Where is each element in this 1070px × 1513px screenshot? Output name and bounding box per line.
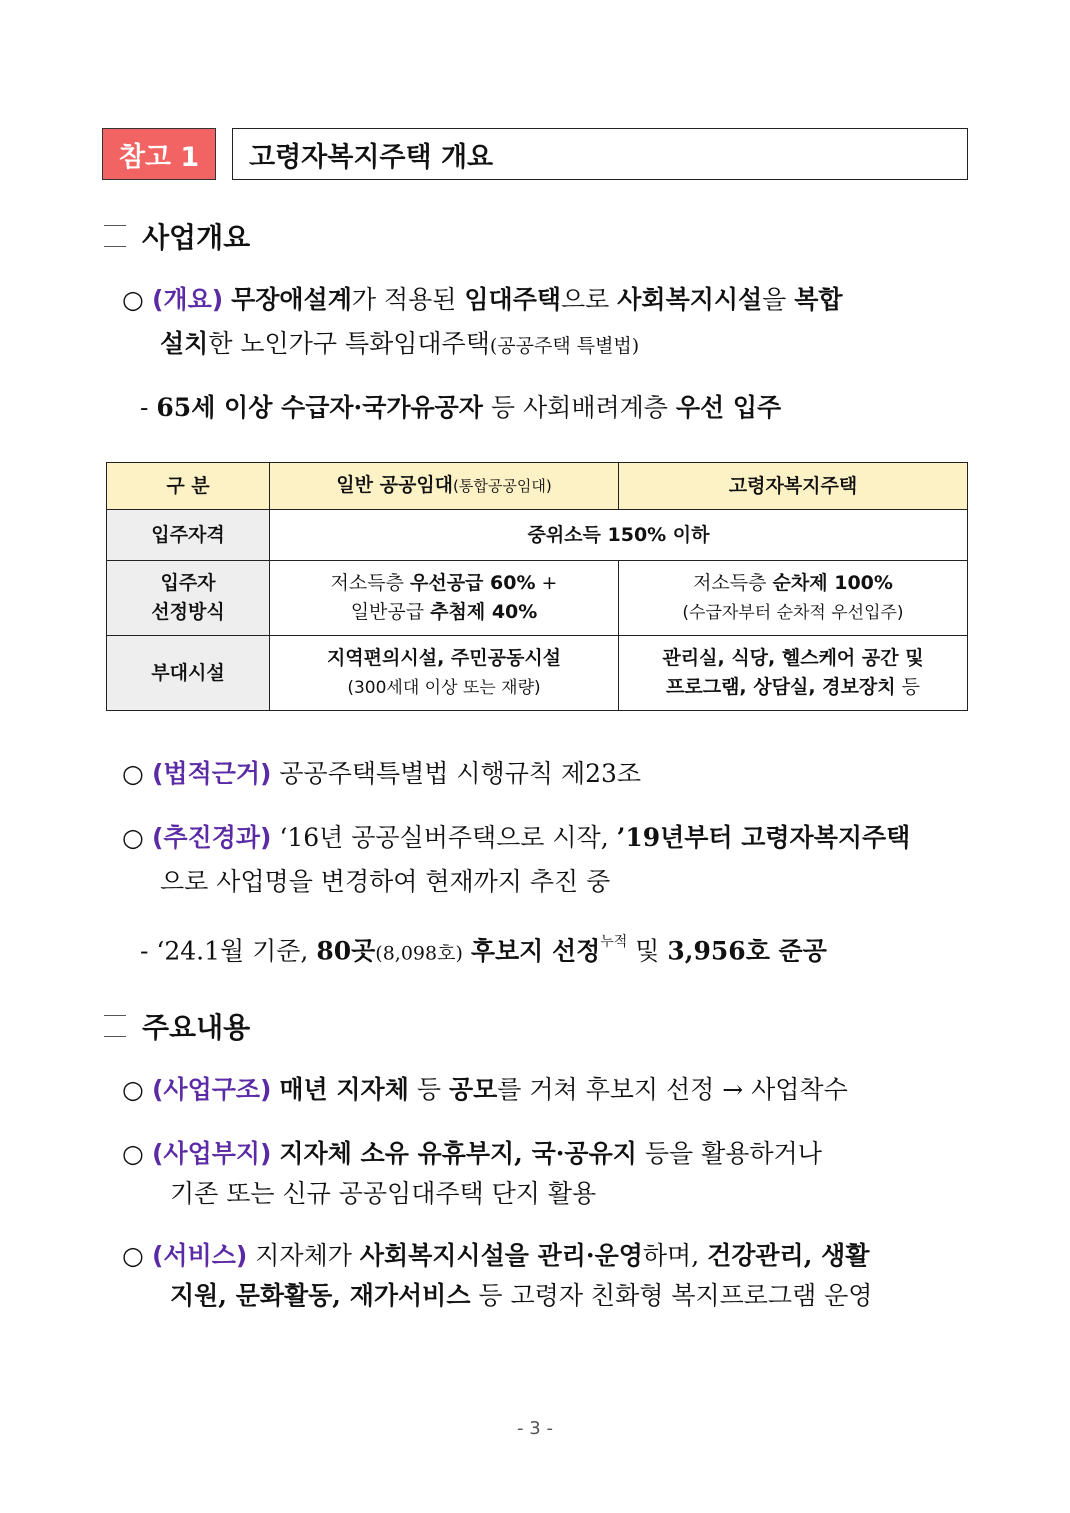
section-square-icon <box>104 225 126 247</box>
table-header-general: 일반 공공임대(통합공공임대) <box>270 463 619 510</box>
table-cell-eligibility: 중위소득 150% 이하 <box>270 510 968 561</box>
table-header-row <box>107 463 968 510</box>
section-heading-main-content: 주요내용 <box>104 1006 250 1046</box>
document-title: 고령자복지주택 개요 <box>232 128 968 180</box>
table-cell-selection-general: 저소득층 우선공급 60% + 일반공급 추첨제 40% <box>270 561 619 636</box>
table-header-elderly: 고령자복지주택 <box>619 463 968 510</box>
service-paragraph: ○ (서비스) 지자체가 사회복지시설을 관리·운영하며, 건강관리, 생활 <box>122 1241 870 1270</box>
overview-paragraph: ○ (개요) 무장애설계가 적용된 임대주택으로 사회복지시설을 복합 <box>122 285 843 314</box>
progress-sub-item: - ‘24.1월 기준, 80곳(8,098호) 후보지 선정$^{누적}$ 및 3,956호 준공 <box>140 934 827 966</box>
progress-paragraph-cont: 으로 사업명을 변경하여 현재까지 추진 중 <box>160 867 611 896</box>
section-square-icon <box>104 1015 126 1037</box>
table-cell-facilities-elderly: 관리실, 식당, 헬스케어 공간 및 프로그램, 상담실, 경보장치 등 <box>619 636 968 711</box>
page-number: - 3 - <box>517 1418 553 1439</box>
table-cell-facilities-general: 지역편의시설, 주민공동시설 (300세대 이상 또는 재량) <box>270 636 619 711</box>
progress-paragraph: ○ (추진경과) ‘16년 공공실버주택으로 시작, ’19년부터 고령자복지주택 <box>122 823 911 852</box>
overview-sub-item: - 65세 이상 수급자·국가유공자 등 사회배려계층 우선 입주 <box>140 393 782 422</box>
table-cell-selection-elderly: 저소득층 순차제 100% (수급자부터 순차적 우선입주) <box>619 561 968 636</box>
table-row-head-eligibility: 입주자격 <box>107 510 270 561</box>
legal-basis-paragraph: ○ (법적근거) 공공주택특별법 시행규칙 제23조 <box>122 759 642 788</box>
table-row <box>107 561 968 636</box>
section-heading-overview: 사업개요 <box>104 216 250 256</box>
table-row <box>107 510 968 561</box>
comparison-table <box>106 462 968 711</box>
service-paragraph-cont: 지원, 문화활동, 재가서비스 등 고령자 친화형 복지프로그램 운영 <box>170 1281 873 1310</box>
overview-paragraph-cont: 설치한 노인가구 특화임대주택(공공주택 특별법) <box>160 329 640 358</box>
table-header-category: 구 분 <box>107 463 270 510</box>
table-row <box>107 636 968 711</box>
site-paragraph: ○ (사업부지) 지자체 소유 유휴부지, 국·공유지 등을 활용하거나 <box>122 1139 822 1168</box>
table-row-head-facilities: 부대시설 <box>107 636 270 711</box>
structure-paragraph: ○ (사업구조) 매년 지자체 등 공모를 거쳐 후보지 선정 → 사업착수 <box>122 1075 848 1104</box>
reference-tag: 참고 1 <box>102 128 216 180</box>
site-paragraph-cont: 기존 또는 신규 공공임대주택 단지 활용 <box>170 1179 597 1208</box>
table-row-head-selection: 입주자 선정방식 <box>107 561 270 636</box>
